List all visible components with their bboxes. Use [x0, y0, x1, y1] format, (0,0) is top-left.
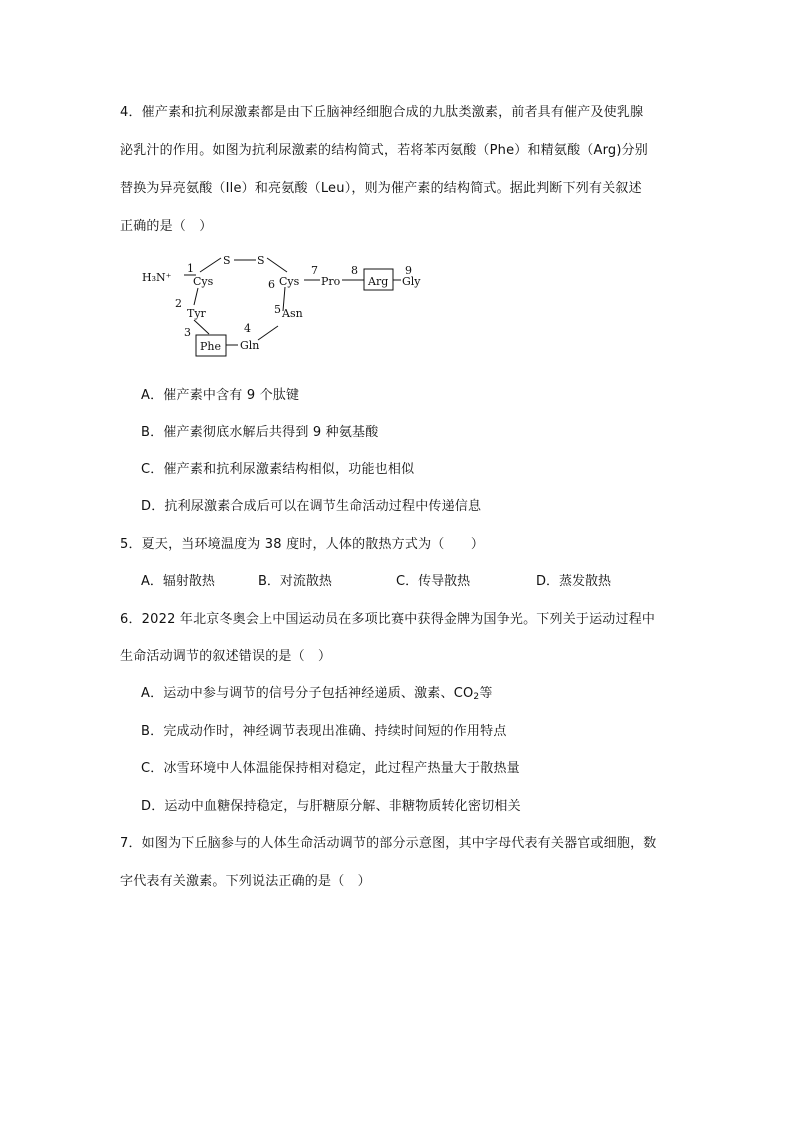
q6-option-a-suffix: 等 — [479, 686, 493, 701]
phe-label: Phe — [200, 340, 221, 353]
position-number-1: 1 — [187, 262, 194, 275]
q6-option-a-text: A．运动中参与调节的信号分子包括神经递质、激素、CO — [141, 686, 474, 701]
q4-option-d: D．抗利尿激素合成后可以在调节生命活动过程中传递信息 — [141, 499, 482, 514]
q5-option-c: C．传导散热 — [396, 574, 471, 589]
position-number-9: 9 — [405, 264, 412, 277]
q4-option-a: A．催产素中含有 9 个肽键 — [141, 388, 300, 403]
q6-option-d: D．运动中血糖保持稳定，与肝糖原分解、非糖物质转化密切相关 — [141, 799, 521, 814]
q4-stem-line-2: 泌乳汁的作用。如图为抗利尿激素的结构简式，若将苯丙氨酸（Phe）和精氨酸（Arg)分别 — [120, 143, 649, 158]
position-number-2: 2 — [175, 297, 182, 310]
gly-label: Gly — [402, 275, 421, 288]
q6-stem-line-2: 生命活动调节的叙述错误的是（ ） — [120, 649, 332, 664]
q4-option-c: C．催产素和抗利尿激素结构相似，功能也相似 — [141, 462, 415, 477]
position-number-4: 4 — [244, 322, 251, 335]
diagram-bonds — [184, 258, 401, 345]
peptide-structure-diagram — [138, 248, 438, 368]
q4-stem-line-4: 正确的是（ ） — [120, 219, 213, 234]
q7-stem-line-1: 7．如图为下丘脑参与的人体生命活动调节的部分示意图，其中字母代表有关器官或细胞，数 — [120, 836, 657, 851]
cys-1-label: Cys — [193, 275, 214, 288]
position-number-5: 5 — [274, 303, 281, 316]
q6-stem-line-1: 6．2022 年北京冬奥会上中国运动员在多项比赛中获得金牌为国争光。下列关于运动过程中 — [120, 612, 656, 627]
cys-6-label: Cys — [279, 275, 300, 288]
q5-option-d: D．蒸发散热 — [536, 574, 612, 589]
position-number-3: 3 — [184, 326, 191, 339]
pro-label: Pro — [321, 275, 341, 288]
tyr-label: Tyr — [187, 307, 206, 320]
sulfur-2-label: S — [257, 254, 265, 267]
q4-stem-line-1: 4．催产素和抗利尿激素都是由下丘脑神经细胞合成的九肽类激素，前者具有催产及使乳腺 — [120, 105, 644, 120]
q6-option-c: C．冰雪环境中人体温能保持相对稳定，此过程产热量大于散热量 — [141, 761, 520, 776]
asn-label: Asn — [282, 307, 303, 320]
gln-label: Gln — [240, 339, 260, 352]
q4-stem-line-3: 替换为异亮氨酸（Ile）和亮氨酸（Leu），则为催产素的结构简式。据此判断下列有关叙述 — [120, 181, 642, 196]
q5-option-b: B．对流散热 — [258, 574, 332, 589]
q6-option-a-subscript: 2 — [473, 692, 480, 702]
q6-option-b: B．完成动作时，神经调节表现出准确、持续时间短的作用特点 — [141, 724, 507, 739]
q5-stem: 5．夏天，当环境温度为 38 度时，人体的散热方式为（ ） — [120, 537, 485, 552]
position-number-8: 8 — [351, 264, 358, 277]
position-number-6: 6 — [268, 278, 275, 291]
n-terminus-label: H₃N⁺ — [142, 271, 172, 284]
arg-label: Arg — [368, 275, 389, 288]
q5-option-a: A．辐射散热 — [141, 574, 215, 589]
q4-option-b: B．催产素彻底水解后共得到 9 种氨基酸 — [141, 425, 379, 440]
q5-options-row — [141, 570, 661, 588]
q6-option-a — [141, 682, 493, 702]
sulfur-1-label: S — [223, 254, 231, 267]
q7-stem-line-2: 字代表有关激素。下列说法正确的是（ ） — [120, 874, 371, 889]
position-number-7: 7 — [311, 264, 318, 277]
